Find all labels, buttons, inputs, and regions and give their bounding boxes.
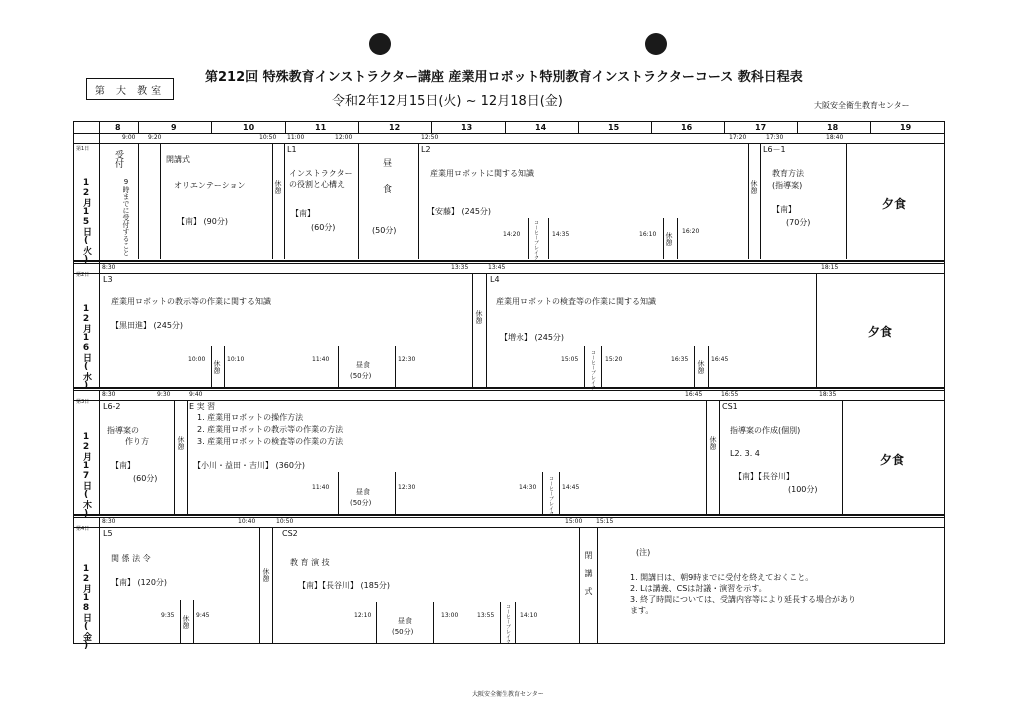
rest-label: 休憩 <box>262 568 270 582</box>
l3-title: 産業用ロボットの教示等の作業に関する知識 <box>111 297 271 306</box>
l6-2-duration: (60分) <box>133 474 158 483</box>
cs1-duration: (100分) <box>788 485 818 494</box>
time: 13:00 <box>441 612 459 619</box>
practice-item-3: 3. 産業用ロボットの検査等の作業の方法 <box>197 437 344 446</box>
l5-room: 【南】 (120分) <box>111 578 168 587</box>
time: 16:45 <box>685 391 703 398</box>
time: 15:20 <box>605 356 623 363</box>
lunch-duration: (50分) <box>392 628 414 636</box>
l2-title: 産業用ロボットに関する知識 <box>430 169 534 178</box>
time: 10:10 <box>227 356 245 363</box>
notes-heading: (注) <box>636 548 651 557</box>
schedule-table <box>73 121 945 644</box>
time: 15:15 <box>596 518 614 525</box>
time: 13:45 <box>488 264 506 271</box>
practice-item-1: 1. 産業用ロボットの操作方法 <box>197 413 304 422</box>
l3-room: 【黒田進】 (245分) <box>111 321 184 330</box>
document-title: 第212回 特殊教育インストラクター講座 産業用ロボット特別教育インストラクターコース 教科日程表 <box>205 70 803 85</box>
l1-title-2: の役割と心構え <box>289 180 345 189</box>
dinner-label: 夕食 <box>882 197 907 211</box>
dinner-label: 夕食 <box>868 325 893 339</box>
hour-label: 15 <box>608 123 620 132</box>
lunch-label: 昼食 <box>356 488 370 496</box>
time: 13:35 <box>451 264 469 271</box>
time: 12:10 <box>354 612 372 619</box>
date-range: 令和2年12月15日(火) ~ 12月18日(金) <box>332 94 563 109</box>
l2-room: 【安藤】 (245分) <box>427 207 492 216</box>
hour-label: 14 <box>535 123 547 132</box>
opening-label: 開講式 <box>166 155 190 164</box>
cs1-room: 【南】【長谷川】 <box>734 472 794 481</box>
practice-room: 【小川・益田・吉川】 (360分) <box>193 461 306 470</box>
l6-1-title-2: (指導案) <box>772 181 803 190</box>
l3-code: L3 <box>103 275 113 284</box>
hour-label: 19 <box>900 123 912 132</box>
l1-title-1: インストラクター <box>289 169 353 178</box>
punch-hole-left <box>369 33 391 55</box>
time: 12:00 <box>335 134 353 141</box>
time: 16:20 <box>682 228 700 235</box>
lunch-label: 昼食 <box>398 617 412 625</box>
time: 18:35 <box>819 391 837 398</box>
coffee-break-label: コーヒーブレイク <box>590 350 596 390</box>
lunch-duration: (50分) <box>350 372 372 380</box>
time: 12:30 <box>398 356 416 363</box>
cs1-code: CS1 <box>722 402 738 411</box>
l4-code: L4 <box>490 275 500 284</box>
practice-code: E 実 習 <box>189 402 216 411</box>
note-item: 3. 終了時間については、受講内容等により延長する場合があり <box>630 595 857 604</box>
hour-label: 9 <box>171 123 177 132</box>
rest-label: 休憩 <box>213 360 221 374</box>
day3-label: 第3日 <box>76 399 90 405</box>
time: 10:00 <box>188 356 206 363</box>
time: 16:55 <box>721 391 739 398</box>
cs2-title: 教 育 演 技 <box>290 558 330 567</box>
practice-item-2: 2. 産業用ロボットの教示等の作業の方法 <box>197 425 344 434</box>
time: 14:30 <box>519 484 537 491</box>
time: 9:45 <box>196 612 210 619</box>
time: 15:05 <box>561 356 579 363</box>
time: 14:20 <box>503 231 521 238</box>
time: 9:00 <box>122 134 136 141</box>
time: 10:50 <box>276 518 294 525</box>
hour-label: 11 <box>315 123 327 132</box>
dinner-label: 夕食 <box>880 453 905 467</box>
reception-label: 受付 <box>113 150 123 168</box>
time: 8:30 <box>102 518 116 525</box>
l6-1-title-1: 教育方法 <box>772 169 804 178</box>
time: 16:45 <box>711 356 729 363</box>
time: 9:20 <box>148 134 162 141</box>
hour-label: 17 <box>755 123 767 132</box>
l1-duration: (60分) <box>311 223 336 232</box>
coffee-break-label: コーヒーブレイク <box>533 220 539 260</box>
day4-label: 第4日 <box>76 526 90 532</box>
hour-label: 16 <box>681 123 693 132</box>
l6-2-title-1: 指導案の <box>107 426 139 435</box>
rest-label: 休憩 <box>177 436 185 450</box>
lunch-char-2: 食 <box>383 185 393 195</box>
l6-2-title-2: 作り方 <box>125 437 149 446</box>
cs2-room: 【南】【長谷川】 (185分) <box>298 581 391 590</box>
day4-date: 12月18日(金) <box>81 564 91 651</box>
hour-label: 18 <box>827 123 839 132</box>
coffee-break-label: コーヒーブレイク <box>548 476 554 516</box>
time: 9:30 <box>157 391 171 398</box>
time: 11:40 <box>312 484 330 491</box>
organization-name: 大阪安全衛生教育センター <box>814 101 910 110</box>
opening-room: 【南】 (90分) <box>177 217 228 226</box>
day3-date: 12月17日(木) <box>81 432 91 519</box>
time: 8:30 <box>102 391 116 398</box>
rest-label: 休憩 <box>182 615 190 629</box>
cs1-title: 指導案の作成(個別) <box>730 426 801 435</box>
time: 14:35 <box>552 231 570 238</box>
time: 13:55 <box>477 612 495 619</box>
time: 18:15 <box>821 264 839 271</box>
l1-room: 【南】 <box>291 209 315 218</box>
lunch-label: 昼食 <box>356 361 370 369</box>
day1-date: 12月15日(火) <box>81 178 91 265</box>
lunch-duration: (50分) <box>372 226 397 235</box>
time: 11:40 <box>312 356 330 363</box>
punch-hole-right <box>645 33 667 55</box>
note-item: ます。 <box>630 606 654 615</box>
time: 18:40 <box>826 134 844 141</box>
time: 16:10 <box>639 231 657 238</box>
orientation-label: オリエンテーション <box>174 181 246 190</box>
time: 9:40 <box>189 391 203 398</box>
hour-label: 8 <box>115 123 121 132</box>
lunch-duration: (50分) <box>350 499 372 507</box>
cs1-subtitle: L2. 3. 4 <box>730 449 760 458</box>
time: 14:10 <box>520 612 538 619</box>
l6-1-duration: (70分) <box>786 218 811 227</box>
l4-room: 【増永】 (245分) <box>500 333 565 342</box>
time: 17:30 <box>766 134 784 141</box>
time: 10:50 <box>259 134 277 141</box>
rest-label: 休憩 <box>475 310 483 324</box>
hour-label: 13 <box>461 123 473 132</box>
time: 10:40 <box>238 518 256 525</box>
time: 12:30 <box>398 484 416 491</box>
time: 17:20 <box>729 134 747 141</box>
cs2-code: CS2 <box>282 529 298 538</box>
l4-title: 産業用ロボットの検査等の作業に関する知識 <box>496 297 656 306</box>
rest-label: 休憩 <box>750 180 758 194</box>
time: 14:45 <box>562 484 580 491</box>
l6-1-room: 【南】 <box>772 205 796 214</box>
hour-label: 10 <box>243 123 255 132</box>
day2-date: 12月16日(水) <box>81 304 91 391</box>
l6-2-room: 【南】 <box>111 461 135 470</box>
day2-label: 第2日 <box>76 272 90 278</box>
coffee-break-label: コーヒーブレイク <box>505 604 511 644</box>
footer-organization: 大阪安全衛生教育センター <box>472 691 544 698</box>
l5-code: L5 <box>103 529 113 538</box>
day1-label: 第1日 <box>76 146 90 152</box>
rest-label: 休憩 <box>709 436 717 450</box>
time: 11:00 <box>287 134 305 141</box>
note-item: 1. 開講日は、朝9時までに受付を終えておくこと。 <box>630 573 814 582</box>
closing-ceremony-label: 閉講式 <box>584 551 593 605</box>
l1-code: L1 <box>287 145 297 154</box>
room-box: 第 大 教室 <box>86 78 174 100</box>
rest-label: 休憩 <box>697 360 705 374</box>
l2-code: L2 <box>421 145 431 154</box>
time: 16:35 <box>671 356 689 363</box>
l6-2-code: L6-2 <box>103 402 121 411</box>
rest-label: 休憩 <box>665 232 673 246</box>
time: 8:30 <box>102 264 116 271</box>
l6-1-code: L6－1 <box>763 145 786 154</box>
hour-label: 12 <box>389 123 401 132</box>
rest-label: 休憩 <box>274 180 282 194</box>
reception-note: 9時までに受付すること <box>122 178 130 256</box>
time: 12:50 <box>421 134 439 141</box>
note-item: 2. Lは講義、CSは討議・演習を示す。 <box>630 584 767 593</box>
time: 9:35 <box>161 612 175 619</box>
lunch-char-1: 昼 <box>383 159 393 169</box>
l5-title: 関 係 法 令 <box>111 554 151 563</box>
time: 15:00 <box>565 518 583 525</box>
